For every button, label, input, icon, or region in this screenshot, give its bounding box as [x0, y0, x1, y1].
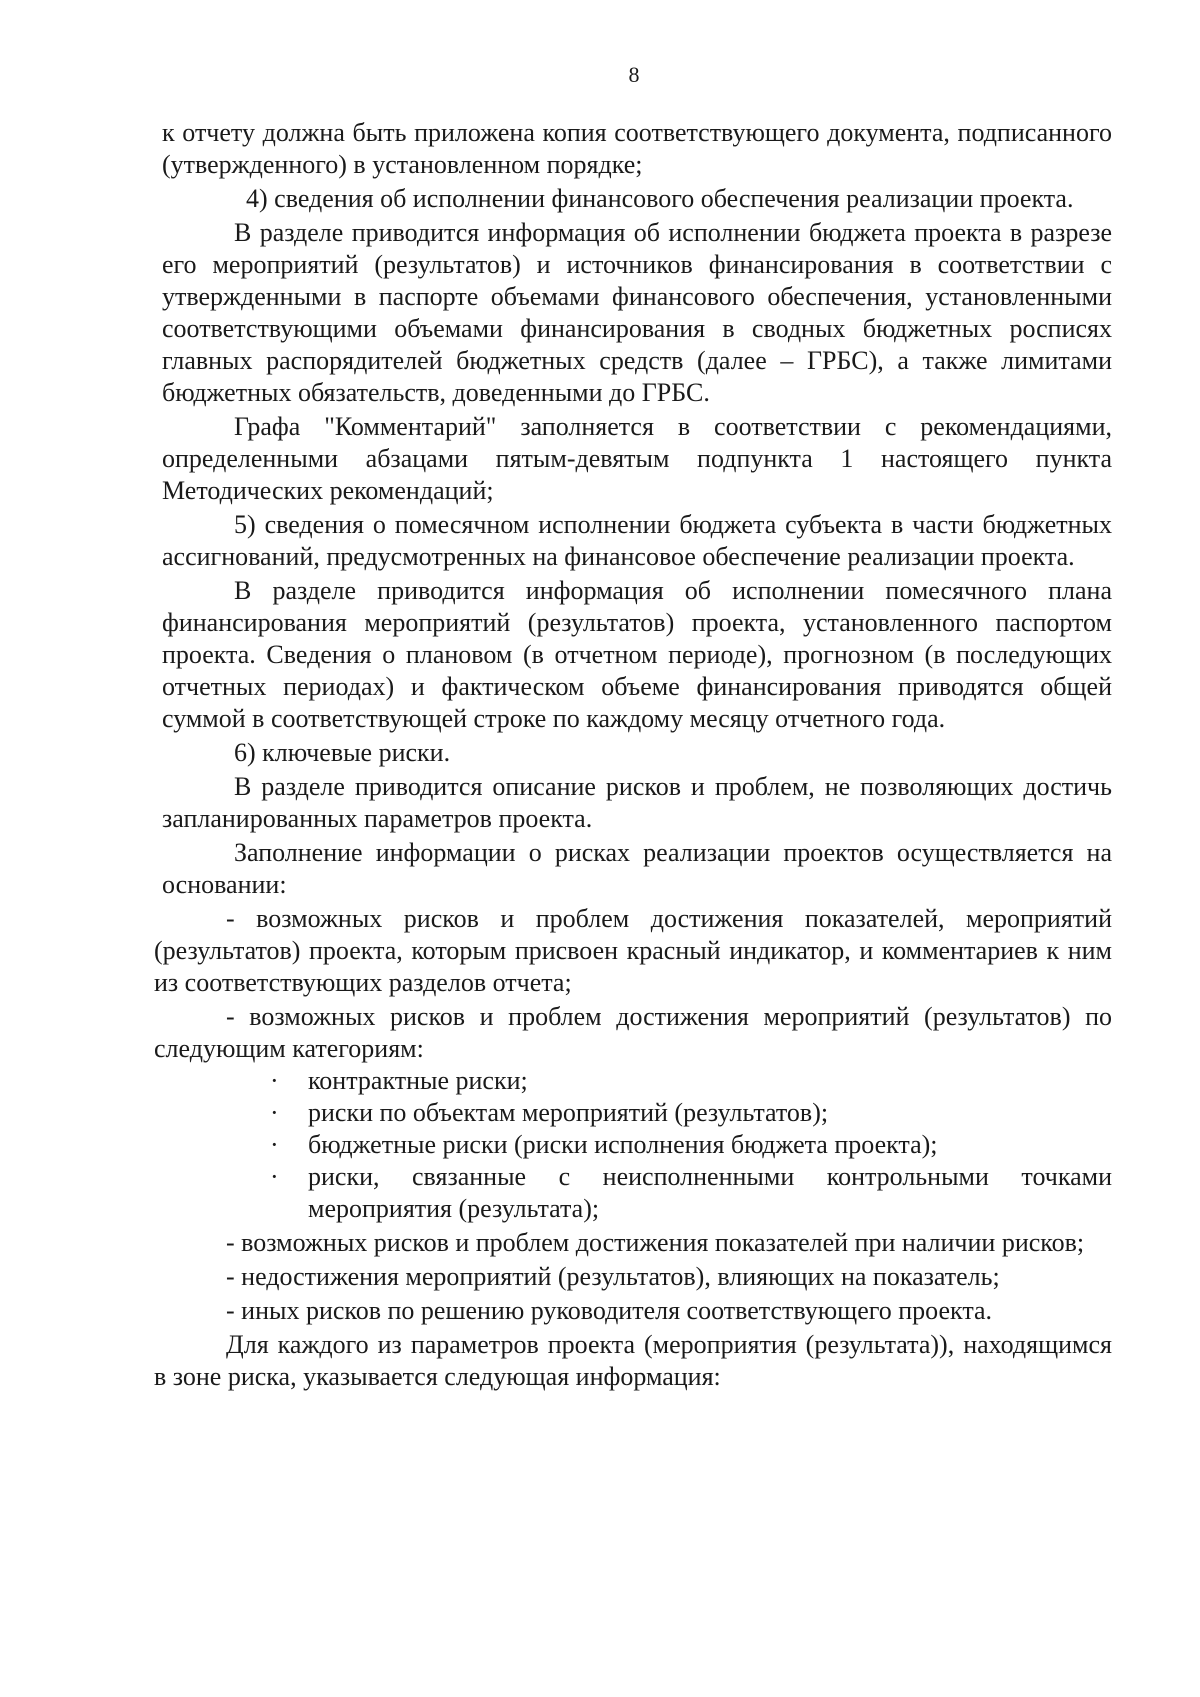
- paragraph: - возможных рисков и проблем достижения мероприятий (результатов) по следующим категориям:: [154, 1002, 1112, 1063]
- list-item: [270, 1161, 1112, 1225]
- paragraph: В разделе приводится информация об исполнении помесячного плана финансирования мероприятий (результатов) проекта, установленного паспортом проекта. Сведения о плановом (в отчетном периоде), прогнозном (в последующих отчетных периодах) и фактическом объеме финансирования приводятся общей суммой в соответствующей строке по каждому месяцу отчетного года.: [162, 576, 1112, 733]
- paragraph: Для каждого из параметров проекта (мероприятия (результата)), находящимся в зоне риска, указывается следующая информация:: [154, 1330, 1112, 1391]
- paragraph: 4) сведения об исполнении финансового обеспечения реализации проекта.: [246, 184, 1074, 213]
- risk-category-list: [162, 1065, 1112, 1225]
- list-item-text: риски по объектам мероприятий (результатов);: [308, 1098, 829, 1127]
- list-item: [270, 1097, 1112, 1129]
- paragraph: 6) ключевые риски.: [234, 738, 451, 767]
- list-item-text: бюджетные риски (риски исполнения бюджета проекта);: [308, 1130, 938, 1159]
- paragraph: к отчету должна быть приложена копия соответствующего документа, подписанного (утвержденного) в установленном порядке;: [162, 118, 1112, 179]
- list-item: [270, 1129, 1112, 1161]
- bullet-marker: ·: [270, 1162, 279, 1191]
- paragraph: В разделе приводится описание рисков и проблем, не позволяющих достичь запланированных параметров проекта.: [162, 772, 1112, 833]
- page-number: 8: [628, 62, 640, 87]
- list-item-text: контрактные риски;: [308, 1066, 528, 1095]
- paragraph: - недостижения мероприятий (результатов), влияющих на показатель;: [226, 1262, 1000, 1291]
- document-body: [154, 117, 1112, 1393]
- bullet-marker: ·: [270, 1098, 279, 1127]
- paragraph: Графа "Комментарий" заполняется в соответствии с рекомендациями, определенными абзацами пятым-девятым подпункта 1 настоящего пункта Методических рекомендаций;: [162, 412, 1112, 505]
- list-item: [270, 1065, 1112, 1097]
- paragraph: В разделе приводится информация об исполнении бюджета проекта в разрезе его мероприятий (результатов) и источников финансирования в соответствии с утвержденными в паспорте объемами финансового обеспечения, установленными соответствующими объемами финансирования в сводных бюджетных росписях главных распорядителей бюджетных средств (далее – ГРБС), а также лимитами бюджетных обязательств, доведенными до ГРБС.: [162, 218, 1112, 407]
- paragraph: - иных рисков по решению руководителя соответствующего проекта.: [226, 1296, 993, 1325]
- list-item-text: риски, связанные с неисполненными контрольными точками мероприятия (результата);: [308, 1162, 1112, 1223]
- paragraph: 5) сведения о помесячном исполнении бюджета субъекта в части бюджетных ассигнований, предусмотренных на финансовое обеспечение реализации проекта.: [162, 510, 1112, 571]
- bullet-marker: ·: [270, 1066, 279, 1095]
- paragraph: - возможных рисков и проблем достижения показателей, мероприятий (результатов) проекта, которым присвоен красный индикатор, и комментариев к ним из соответствующих разделов отчета;: [154, 904, 1112, 997]
- bullet-marker: ·: [270, 1130, 279, 1159]
- paragraph: - возможных рисков и проблем достижения показателей при наличии рисков;: [226, 1228, 1085, 1257]
- paragraph: Заполнение информации о рисках реализации проектов осуществляется на основании:: [162, 838, 1112, 899]
